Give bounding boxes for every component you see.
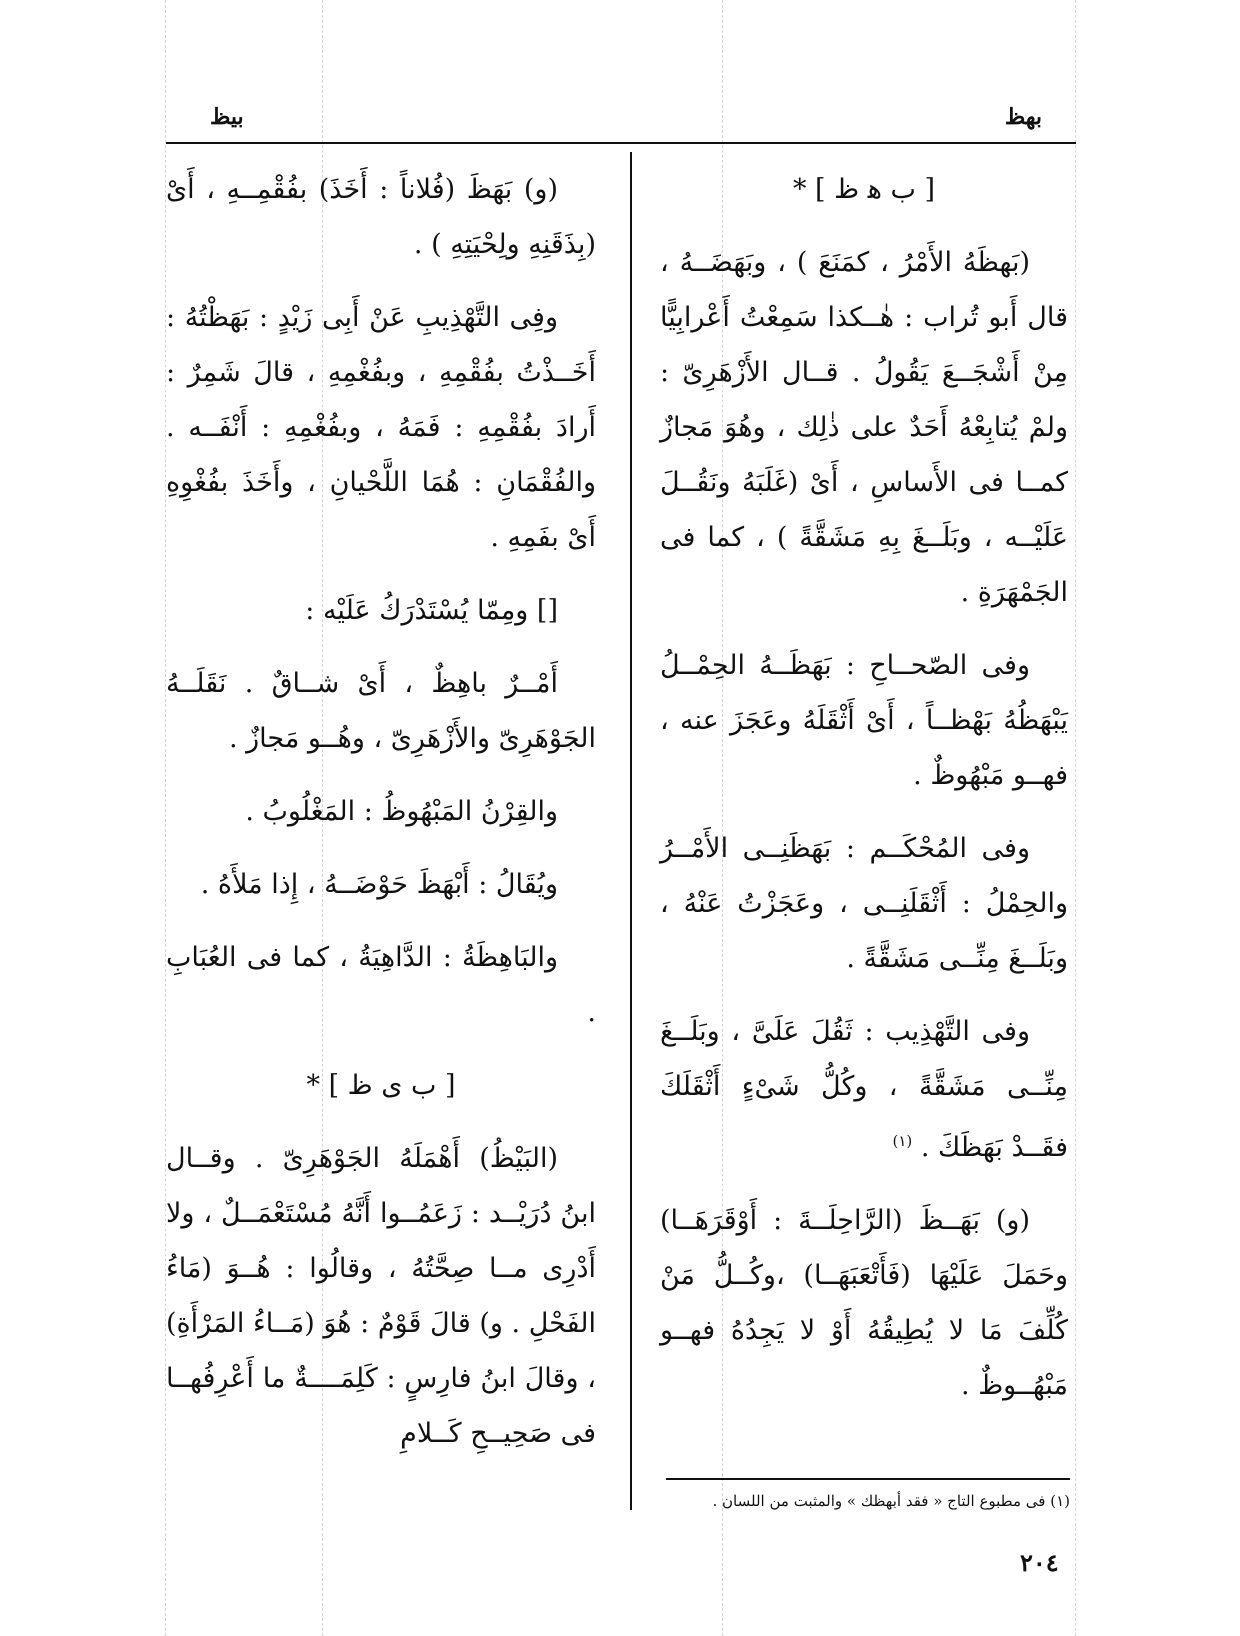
entry-paragraph: ويُقَالُ : أَبْهَظَ حَوْضَــهُ ، إِذا مَلأَهُ . — [200, 869, 558, 900]
entry-paragraph: (البَيْظُ) أَهْمَلَهُ الجَوْهَرِىّ . وقــال ابنُ دُرَيْــد : زَعَمُــوا أَنَّهُ مُسْتَعْمَــلٌ ، ولا أَدْرِى مــا صِحَّتُهُ ، وقالُوا : هُــوَ (مَاءُ الفَحْلِ . و) قالَ قَوْمٌ : هُوَ (مَــاءُ المَرْأَةِ) ، وقالَ ابنُ فارِسٍ : كَلِمَــــةٌ ما أَعْرِفُهــا فى صَحِيــحِ كَــلامِ — [166, 1143, 596, 1449]
mustadrak-heading: [] ومِمّا يُسْتَدْرَكُ عَلَيْه : — [305, 595, 558, 626]
running-header-left: بيظ — [210, 104, 244, 130]
entry-paragraph: أَمْــرٌ باهِظٌ ، أَىْ شــاقٌ . نَقَلَــهُ الجَوْهَرِىّ والأَزْهَرِىّ ، وهُــو مَجازٌ . — [166, 668, 596, 754]
entry-paragraph: (بَهظَهُ الأَمْرُ ، كمَنَعَ ) ، وبَهَضَــهُ ، قال أَبو تُراب : هٰــكذا سَمِعْتُ أَعْرابِيًّا مِنْ أَشْجَــعَ يَقُولُ . قــال الأَزْهَرِىّ : ولمْ يُتابِعْهُ أَحَدٌ على ذٰلِك ، وهُوَ مَجازٌ كمــا فى الأَساسِ ، أَىْ (غَلَبَهُ ونَقُــلَ عَلَيْــه ، وبَلَــغَ بِهِ مَشَقَّةً ) ، كما فى الجَمْهَرَةِ . — [660, 247, 1068, 608]
column-divider — [630, 152, 632, 1510]
running-header-right: بهظ — [1004, 104, 1042, 130]
footnote-reference: (١) — [892, 1132, 913, 1150]
entry-paragraph: وفى الصّحــاحِ : بَهَظَــهُ الحِمْــلُ يَبْهَظُهُ بَهْظــاً ، أَىْ أَثْقَلَهُ وعَجَزَ عنه ، فهــو مَبْهُوظٌ . — [660, 650, 1068, 791]
footnote-rule — [666, 1478, 1070, 1480]
paragraph-text: وفى التَّهْذِيب : ثَقُلَ عَلَىَّ ، وبَلَــغَ مِنِّــى مَشَقَّةً ، وكُلُّ شَىْءٍ أَثْقَلَكَ فقَــدْ بَهَظَكَ . — [660, 1016, 1068, 1163]
header-rule — [166, 142, 1076, 144]
entry-paragraph: وفِى التَّهْذِيبِ عَنْ أَبِى زَيْدٍ : بَهَظْتُهُ : أَخَــذْتُ بفُقْمِهِ ، وبفُغْمِهِ ، قالَ شَمِرٌ : أَرادَ بفُقْمِهِ : فَمَهُ ، وبفُغْمِهِ : أَنْفَــه . والفُقْمَانِ : هُمَا اللَّحْيانِ ، وأَخَذَ بفُغْوِهِ أَىْ بفَمِهِ . — [166, 302, 596, 553]
entry-paragraph: (و) بَهَظَ (فُلاناً : أَخَذَ) بفُقْمِــهِ ، أَىْ (بِذَقَنِهِ ولِحْيَتِهِ ) . — [166, 174, 596, 260]
footnote: (١) فى مطبوع التاج « فقد أبهظك » والمثبت من اللسان . — [712, 1492, 1070, 1510]
entry-paragraph: وفى المُحْكَــم : بَهَظَنِــى الأَمْــرُ والحِمْلُ : أَثْقَلَنِــى ، وعَجَزْتُ عَنْهُ ، وبَلَــغَ مِنِّــى مَشَقَّةً . — [660, 833, 1068, 974]
entry-paragraph: والبَاهِظَةُ : الدَّاهِيَةُ ، كما فى العُبَابِ . — [166, 942, 596, 1028]
right-column — [660, 162, 1068, 1431]
entry-paragraph: (و) بَهَــظَ (الرَّاحِلَــةَ : أَوْقَرَهَــا) وحَمَلَ عَلَيْهَا (فَأَتْعَبَهَــا) ،وكُــلُّ مَنْ كُلِّفَ مَا لا يُطِيقُهُ أَوْ لا يَجِدُهُ فهــو مَبْهُــوظٌ . — [660, 1205, 1068, 1401]
scan-guide-line — [1075, 0, 1076, 1636]
left-column — [166, 162, 596, 1479]
entry-paragraph: والقِرْنُ المَبْهُوظُ : المَغْلُوبُ . — [245, 796, 558, 827]
entry-paragraph — [660, 1004, 1068, 1175]
entry-heading: [ ب ى ظ ] * — [306, 1070, 456, 1101]
page-number: ٢٠٤ — [1020, 1548, 1059, 1577]
entry-heading: [ ب ﻫ ظ ] * — [792, 174, 936, 205]
